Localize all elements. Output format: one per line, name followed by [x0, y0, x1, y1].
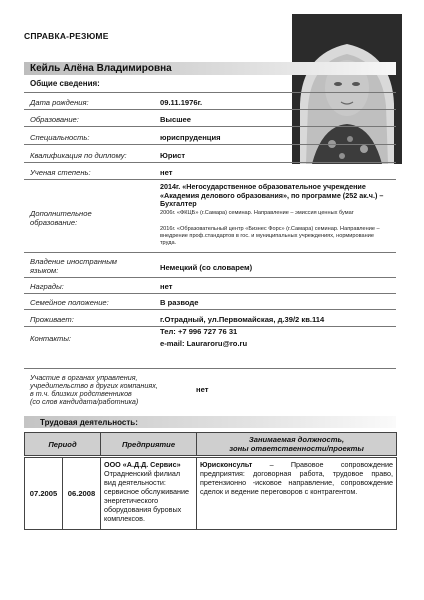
- divider: [24, 309, 396, 310]
- languages-value: Немецкий (со словарем): [160, 263, 253, 272]
- contacts-email: e-mail: Lauraroru@ro.ru: [160, 339, 248, 348]
- column-company: Предприятие: [101, 433, 197, 456]
- work-company-name: ООО «А.Д.Д. Сервис»: [104, 460, 181, 469]
- extra-education-label-line1: Дополнительное: [30, 209, 92, 218]
- work-header: Трудовая деятельность:: [40, 418, 138, 427]
- table-header-row: [25, 433, 397, 456]
- address-value: г.Отрадный, ул.Первомайская, д.39/2 кв.114: [160, 315, 325, 324]
- work-company-description: Отрадненский филиал вид деятельности: сервисное обслуживание энергетического оборудования буровых комплексов.: [104, 469, 190, 523]
- education-value: Высшее: [160, 115, 191, 124]
- participation-label-line1: Участие в органах управления,: [30, 373, 138, 382]
- work-history-rows: [24, 457, 397, 530]
- languages-label-line1: Владение иностранным: [30, 257, 117, 266]
- qualification-value: Юрист: [160, 151, 186, 160]
- awards-label: Награды:: [30, 282, 64, 291]
- divider: [24, 162, 396, 163]
- divider: [24, 277, 396, 278]
- table-row: [25, 458, 397, 530]
- work-company-cell: [101, 458, 197, 530]
- languages-label-line2: языком:: [30, 266, 59, 275]
- divider: [24, 92, 396, 93]
- work-position-cell: [197, 458, 397, 530]
- divider: [24, 109, 396, 110]
- participation-label-line4: (со слов кандидата/работника): [30, 397, 139, 406]
- work-start-date: 07.2005: [25, 458, 63, 530]
- work-history-table: [24, 432, 397, 456]
- birth-date-value: 09.11.1976г.: [160, 98, 203, 107]
- divider: [24, 179, 396, 180]
- divider: [24, 126, 396, 127]
- degree-label: Ученая степень:: [30, 168, 91, 177]
- divider: [24, 144, 396, 145]
- contacts-phone: Тел: +7 996 727 76 31: [160, 327, 238, 336]
- divider: [24, 368, 396, 369]
- address-label: Проживает:: [30, 315, 74, 324]
- participation-value: нет: [196, 385, 209, 394]
- candidate-photo: [292, 14, 402, 164]
- qualification-label: Квалификация по диплому:: [30, 151, 127, 160]
- divider: [24, 252, 396, 253]
- awards-value: нет: [160, 282, 173, 291]
- education-label: Образование:: [30, 115, 79, 124]
- specialty-value: юриспруденция: [160, 133, 221, 142]
- extra-education-label-line2: образование:: [30, 218, 78, 227]
- specialty-label: Специальность:: [30, 133, 90, 142]
- candidate-name: Кейль Алёна Владимировна: [24, 62, 396, 75]
- extra-education-note-2006: 2006г. «ФКЦБ» (г.Самара) семинар. Направление – эмиссия ценных бумаг: [160, 210, 354, 216]
- general-info-header: Общие сведения:: [30, 79, 100, 88]
- degree-value: нет: [160, 168, 173, 177]
- document-title: СПРАВКА-РЕЗЮМЕ: [24, 31, 109, 41]
- divider: [24, 293, 396, 294]
- participation-label-line2: учредительство в других компаниях,: [30, 381, 158, 390]
- work-end-date: 06.2008: [63, 458, 101, 530]
- contacts-label: Контакты:: [30, 334, 72, 343]
- birth-date-label: Дата рождения:: [30, 98, 89, 107]
- column-position-line2: зоны ответственности/проекты: [229, 444, 364, 453]
- work-duties: – Правовое сопровождение предприятия: договорная работа, трудовое право, претензионно -исковое направление, сопровождение сделок и ведение переговоров с контрагентом.: [200, 460, 394, 496]
- extra-education-main: 2014г. «Негосударственное образовательное учреждение «Академия делового образования», по программе (252 ак.ч.) – Бухгалтер: [160, 182, 384, 209]
- extra-education-note-2016: 2016г. «Образовательный центр «Бизнес Форс» (г.Самара) семинар. Направление – внедрение проф.стандартов в гос. и муниципальных учреждениях, нормирование труда.: [160, 226, 380, 246]
- column-period: Период: [25, 433, 101, 456]
- column-position-line1: Занимаемая должность,: [248, 435, 345, 444]
- family-status-value: В разводе: [160, 298, 199, 307]
- column-position: [197, 433, 397, 456]
- participation-label-line3: в т.ч. близких родственников: [30, 389, 132, 398]
- family-status-label: Семейное положение:: [30, 298, 109, 307]
- work-position-title: Юрисконсульт: [200, 460, 253, 469]
